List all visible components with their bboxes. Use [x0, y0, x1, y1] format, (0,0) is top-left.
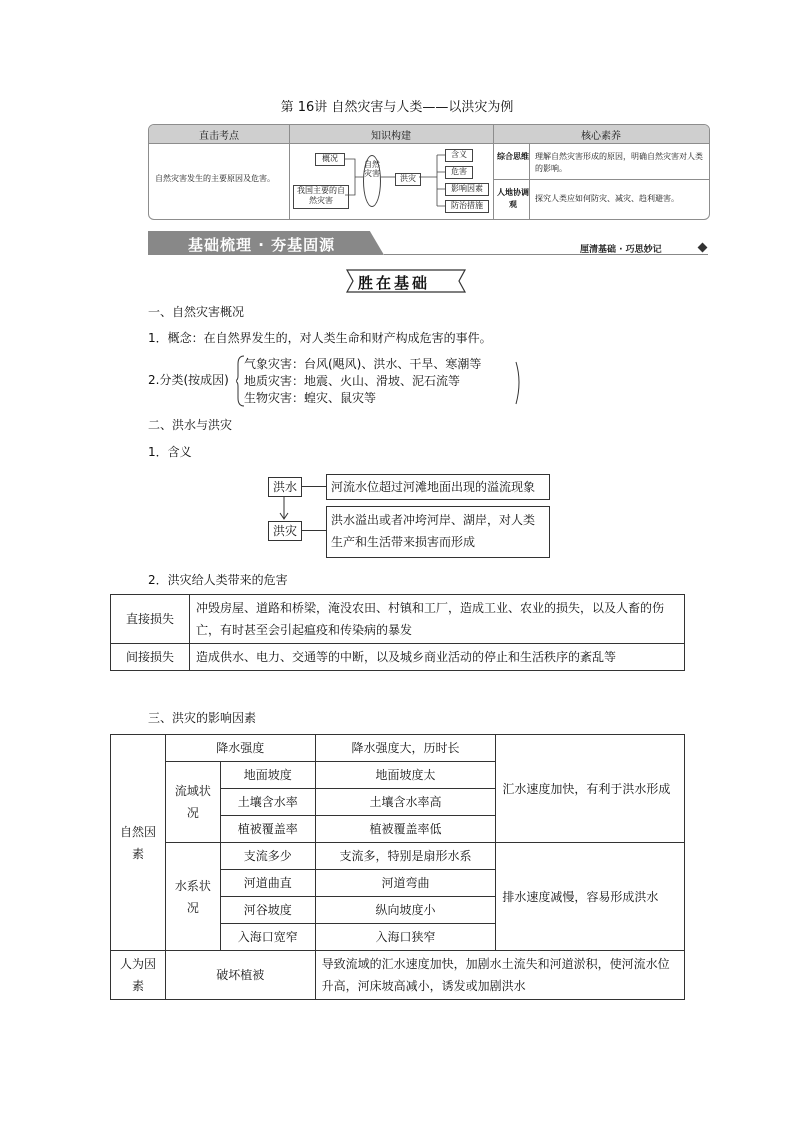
- col-suyang-header: 核心素养: [581, 131, 621, 142]
- hongzai-box: 洪灾: [268, 521, 302, 541]
- water-factor: 入海口宽窄: [220, 924, 315, 951]
- divider: [529, 143, 530, 219]
- map-gaikuang: 概况: [315, 153, 345, 166]
- concept-line: [148, 330, 492, 346]
- basin-result: 汇水速度加快，有利于洪水形成: [496, 735, 685, 843]
- subtitle: 胜在基础: [358, 274, 431, 292]
- water-factor: 河道曲直: [220, 870, 315, 897]
- water-result: 排水速度减慢，容易形成洪水: [496, 843, 685, 951]
- suyang-label-1: 综合思维: [497, 152, 529, 161]
- water-value: 入海口狭窄: [315, 924, 496, 951]
- connector: [302, 486, 326, 487]
- class-geological: 地质灾害：地震、火山、滑坡、泥石流等: [244, 374, 461, 388]
- basin-value: 土壤含水率高: [315, 789, 496, 816]
- basin-value: 植被覆盖率低: [315, 816, 496, 843]
- harm-table: [110, 594, 685, 671]
- map-center-oval: 自然灾害: [363, 155, 381, 207]
- banner-slogan: 厘清基础 · 巧思妙记: [580, 245, 662, 255]
- concept-label: 1．概念：: [148, 331, 204, 345]
- harm-text: 造成供水、电力、交通等的中断，以及城乡商业活动的停止和生活秩序的紊乱等: [190, 644, 685, 671]
- table-row: [111, 951, 685, 1000]
- suyang-text-1: 理解自然灾害形成的原因，明确自然灾害对人类的影响。: [535, 152, 703, 173]
- class-label: 2.分类(按成因): [148, 373, 229, 387]
- table-row: [111, 735, 685, 762]
- section2-heading: 二、洪水与洪灾: [148, 418, 233, 432]
- section2-sub2: 2．洪灾给人类带来的危害: [148, 573, 288, 587]
- water-value: 支流多，特别是扇形水系: [315, 843, 496, 870]
- rain-label: 降水强度: [165, 735, 315, 762]
- section3-heading: 三、洪灾的影响因素: [148, 711, 257, 725]
- basin-factor: 土壤含水率: [220, 789, 315, 816]
- connector: [302, 530, 326, 531]
- col-zhishi-header: 知识构建: [371, 131, 411, 142]
- map-weihai: 危害: [445, 166, 473, 179]
- table-row: [111, 843, 685, 870]
- harm-text: 冲毁房屋、道路和桥梁，淹没农田、村镇和工厂，造成工业、农业的损失，以及人畜的伤亡，有时甚至会引起瘟疫和传染病的暴发: [190, 595, 685, 644]
- divider: [493, 125, 494, 219]
- class-biological: 生物灾害：蝗灾、鼠灾等: [244, 391, 377, 405]
- kaodian-text: 自然灾害发生的主要原因及危害。: [155, 174, 275, 183]
- map-zhuyao: 我国主要的自然灾害: [293, 185, 349, 209]
- natural-factor-label: 自然因素: [111, 735, 166, 951]
- basin-label: 流域状况: [165, 762, 220, 843]
- overview-table: [148, 124, 710, 220]
- harm-label: 直接损失: [111, 595, 190, 644]
- basin-value: 地面坡度太: [315, 762, 496, 789]
- water-value: 纵向坡度小: [315, 897, 496, 924]
- map-fangzhi: 防治措施: [445, 200, 489, 213]
- suyang-label-2: 人地协调观: [497, 188, 529, 209]
- hongshui-definition: 河流水位超过河滩地面出现的溢流现象: [326, 474, 550, 500]
- human-factor-label: 人为因素: [111, 951, 166, 1000]
- diamond-icon: [698, 243, 708, 253]
- map-connector-lines: [289, 143, 493, 219]
- overview-header-row: [149, 125, 709, 144]
- section2-sub1: 1．含义: [148, 445, 192, 459]
- basin-factor: 地面坡度: [220, 762, 315, 789]
- concept-text: 在自然界发生的，对人类生命和财产构成危害的事件。: [203, 331, 492, 345]
- water-label: 水系状况: [165, 843, 220, 951]
- rain-value: 降水强度大，历时长: [315, 735, 496, 762]
- water-value: 河道弯曲: [315, 870, 496, 897]
- human-result: 导致流域的汇水速度加快，加剧水土流失和河道淤积，使河流水位升高，河床坡高减小，诱发或加剧洪水: [315, 951, 684, 1000]
- banner-title: 基础梳理 · 夯基固源: [188, 236, 336, 254]
- basin-factor: 植被覆盖率: [220, 816, 315, 843]
- col-kaodian-header: 直击考点: [199, 131, 239, 142]
- suyang-text-2: 探究人类应如何防灾、减灾、趋利避害。: [535, 194, 679, 203]
- class-meteorological: 气象灾害：台风(飓风)、洪水、干旱、寒潮等: [244, 357, 482, 371]
- water-factor: 支流多少: [220, 843, 315, 870]
- harm-label: 间接损失: [111, 644, 190, 671]
- table-row: [111, 644, 685, 671]
- map-hongzai: 洪灾: [395, 173, 421, 186]
- page-title: 第 16讲 自然灾害与人类——以洪灾为例: [280, 100, 514, 115]
- down-arrow-icon: [278, 496, 290, 522]
- water-factor: 河谷坡度: [220, 897, 315, 924]
- map-yingxiang: 影响因素: [445, 183, 489, 196]
- hongzai-definition: 洪水溢出或者冲垮河岸、湖岸，对人类生产和生活带来损害而形成: [326, 506, 550, 558]
- human-label: 破坏植被: [165, 951, 315, 1000]
- section1-heading: 一、自然灾害概况: [148, 305, 245, 319]
- hongshui-box: 洪水: [268, 477, 302, 497]
- factor-table: [110, 734, 685, 1000]
- table-row: [111, 595, 685, 644]
- divider: [493, 179, 709, 180]
- map-hanyi: 含义: [445, 149, 473, 162]
